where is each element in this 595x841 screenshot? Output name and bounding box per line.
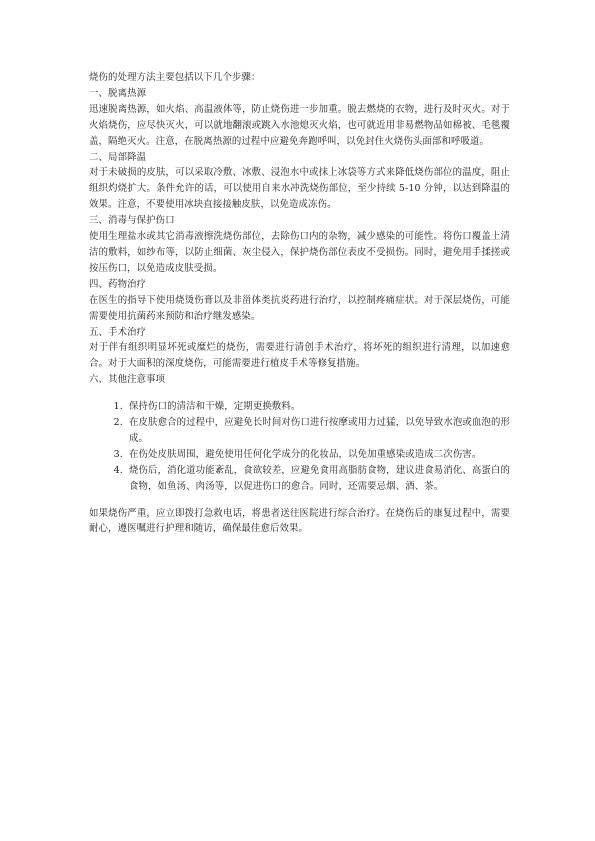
section-heading-cooling: 二、局部降温: [89, 151, 147, 163]
notes-list: [89, 399, 510, 494]
section-body-surgery: 对于伴有组织明显坏死或糜烂的烧伤，需要进行清创手术治疗，将坏死的组织进行清理，以加速愈合。对于大面积的深度烧伤，可能需要进行植皮手术等修复措施。: [89, 342, 510, 370]
closing-paragraph: 如果烧伤严重，应立即拨打急救电话，将患者送往医院进行综合治疗。在烧伤后的康复过程中，需要耐心，遵医嘱进行护理和随访，确保最佳愈后效果。: [89, 507, 510, 535]
list-item: 3. 在伤处皮肤周围，避免使用任何化学成分的化妆品，以免加重感染或造成二次伤害。: [126, 447, 510, 463]
intro-paragraph: 烧伤的处理方法主要包括以下几个步骤：: [89, 72, 261, 83]
section-body-remove-heat: 迅速脱离热源，如火焰、高温液体等，防止烧伤进一步加重。脱去燃烧的衣物，进行及时灭火。对于火焰烧伤，应尽快灭火，可以就地翻滚或跳入水池熄灭火焰，也可就近用非易燃物品如棉被、毛毯覆盖，隔绝灭火。注意，在脱离热源的过程中应避免奔跑呼叫，以免封住火烧伤头面部和呼吸道。: [89, 103, 510, 147]
section-body-medication: 在医生的指导下使用烧烫伤膏以及非甾体类抗炎药进行治疗，以控制疼痛症状。对于深层烧伤，可能需要使用抗菌药来预防和治疗继发感染。: [89, 294, 510, 322]
section-heading-other-notes: 六、其他注意事项: [89, 374, 166, 386]
list-item: 4. 烧伤后，消化道功能紊乱，食欲较差，应避免食用高脂肪食物，建议进食易消化、高蛋白的食物，如鱼汤、肉汤等，以促进伤口的愈合。同时，还需要忌烟、酒、茶。: [126, 463, 510, 495]
section-body-cooling: 对于未破损的皮肤，可以采取冷敷、冰敷、浸泡水中或抹上冰袋等方式来降低烧伤部位的温度，阻止组织灼烧扩大。条件允许的话，可以使用自来水冲洗烧伤部位，至少持续 5-10 分钟，以达到降温的效果。注意，不要使用冰块直接接触皮肤，以免造成冻伤。: [89, 167, 510, 211]
section-body-disinfect: 使用生理盐水或其它消毒液擦洗烧伤部位，去除伤口内的杂物，减少感染的可能性。将伤口覆盖上清洁的敷料，如纱布等，以防止细菌、灰尘侵入，保护烧伤部位表皮不受损伤。同时，避免用手揉搓或按压伤口，以免造成皮肤受损。: [89, 231, 510, 274]
list-item: 1. 保持伤口的清洁和干燥，定期更换敷料。: [126, 399, 510, 415]
section-heading-remove-heat: 一、脱离热源: [89, 87, 147, 99]
list-item: 2. 在皮肤愈合的过程中，应避免长时间对伤口进行按摩或用力过猛，以免导致水泡或血泡的形成。: [126, 415, 510, 447]
document-body: [89, 70, 510, 537]
section-heading-surgery: 五、手术治疗: [89, 326, 147, 338]
section-heading-medication: 四、药物治疗: [89, 278, 147, 290]
section-heading-disinfect: 三、消毒与保护伤口: [89, 215, 175, 227]
